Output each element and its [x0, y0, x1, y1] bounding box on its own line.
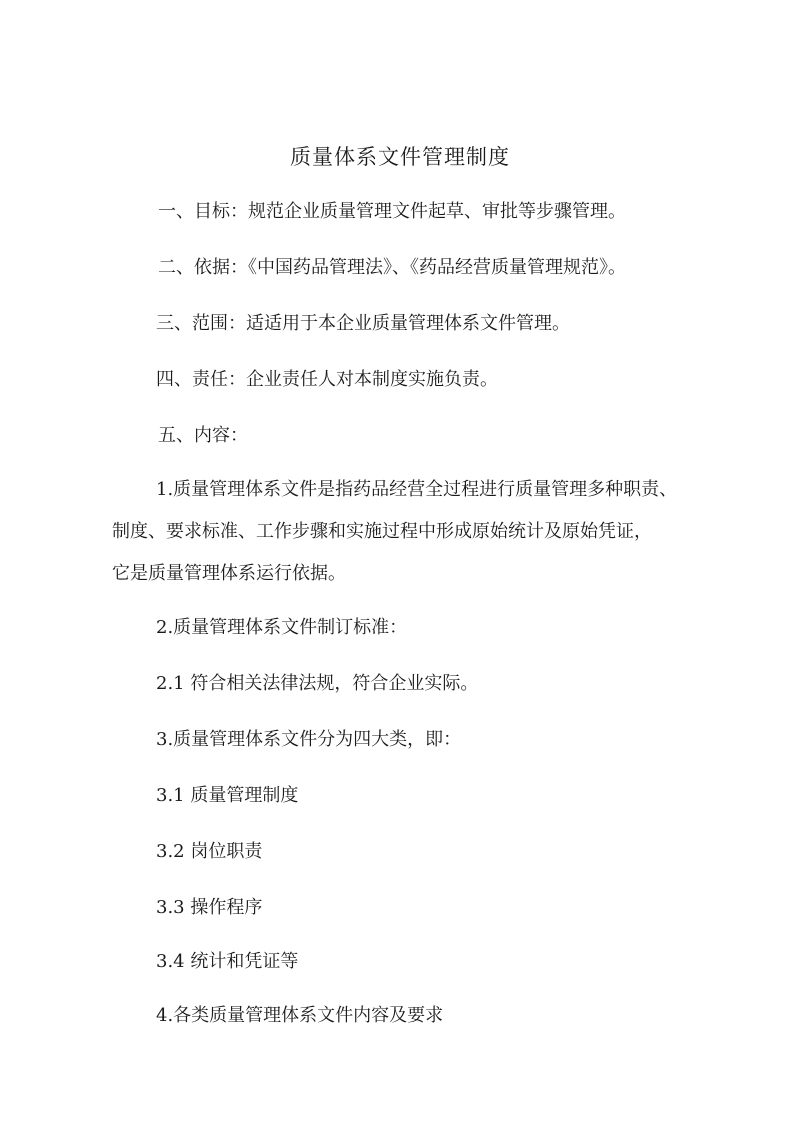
paragraph-1-line-2: 制度、要求标准、工作步骤和实施过程中形成原始统计及原始凭证，: [112, 521, 652, 542]
document-title: 质量体系文件管理制度: [290, 145, 510, 169]
paragraph-1-line-3: 它是质量管理体系运行依据。: [112, 563, 346, 584]
paragraph-4: 4.各类质量管理体系文件内容及要求: [156, 1005, 444, 1026]
section-responsibility: 四、责任：企业责任人对本制度实施负责。: [156, 369, 498, 390]
section-basis: 二、依据：《中国药品管理法》、《药品经营质量管理规范》。: [158, 257, 626, 278]
paragraph-2: 2.质量管理体系文件制订标准：: [156, 617, 408, 638]
paragraph-3-4: 3.4 统计和凭证等: [156, 951, 299, 972]
paragraph-3-2: 3.2 岗位职责: [156, 841, 263, 862]
paragraph-2-1: 2.1 符合相关法律法规，符合企业实际。: [156, 673, 479, 694]
section-content: 五、内容：: [158, 425, 248, 446]
paragraph-3-1: 3.1 质量管理制度: [156, 785, 299, 806]
paragraph-3-3: 3.3 操作程序: [156, 897, 263, 918]
paragraph-1-line-1: 1.质量管理体系文件是指药品经营全过程进行质量管理多种职责、: [156, 479, 678, 500]
paragraph-3: 3.质量管理体系文件分为四大类，即：: [156, 729, 462, 750]
section-scope: 三、范围：适适用于本企业质量管理体系文件管理。: [156, 313, 570, 334]
section-objective: 一、目标：规范企业质量管理文件起草、审批等步骤管理。: [158, 201, 626, 222]
